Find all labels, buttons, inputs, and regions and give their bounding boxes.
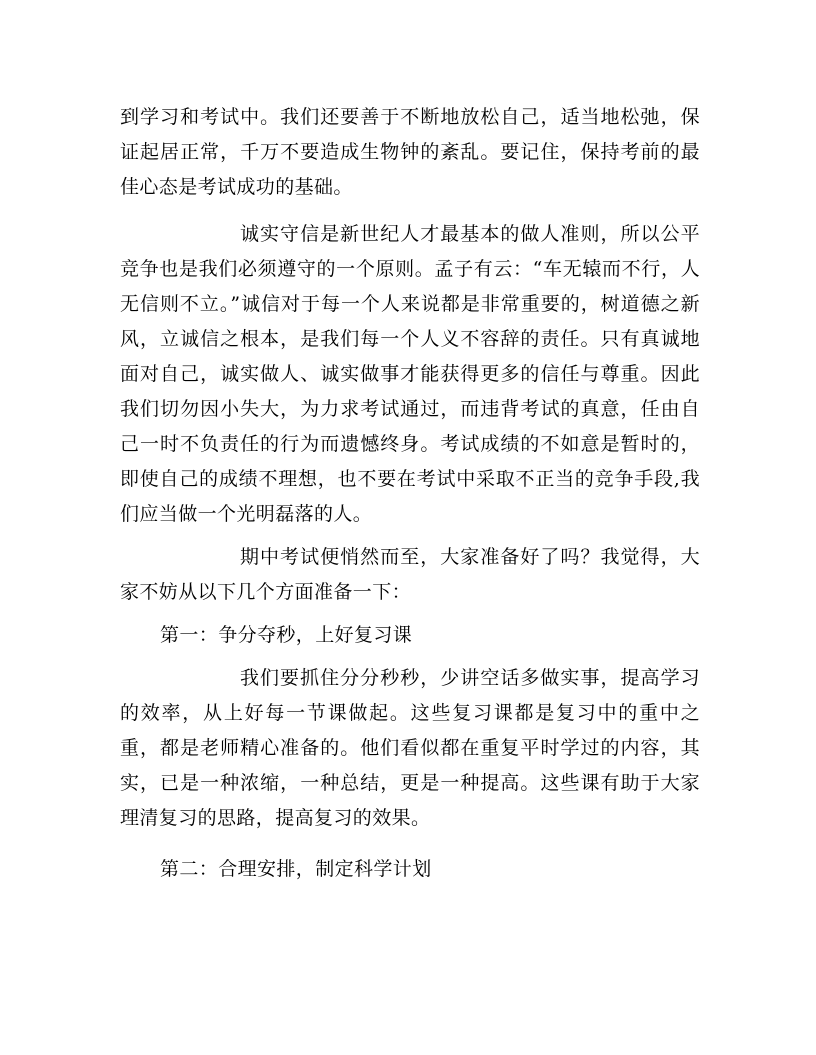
paragraph-review-class: 我们要抓住分分秒秒，少讲空话多做实事，提高学习的效率，从上好每一节课做起。这些复习课都是复习中的重中之重，都是老师精心准备的。他们看似都在重复平时学过的内容，其实，已是一种浓缩，一种总结，更是一种提高。这些课有助于大家理清复习的思路，提高复习的效果。 xyxy=(120,667,700,829)
section-heading-first: 第一：争分夺秒，上好复习课 xyxy=(160,624,413,646)
section-heading-second: 第二：合理安排，制定科学计划 xyxy=(160,858,432,880)
paragraph-midterm-prep: 期中考试便悄然而至，大家准备好了吗？我觉得，大家不妨从以下几个方面准备一下： xyxy=(120,546,700,603)
document-body xyxy=(120,100,700,887)
paragraph-honesty: 诚实守信是新世纪人才最基本的做人准则，所以公平竞争也是我们必须遵守的一个原则。孟子有云：“车无辕而不行，人无信则不立。”诚信对于每一个人来说都是非常重要的，树道德之新风，立诚信之根本，是我们每一个人义不容辞的责任。只有真诚地面对自己，诚实做人、诚实做事才能获得更多的信任与尊重。因此我们切勿因小失大，为力求考试通过，而违背考试的真意，任由自己一时不负责任的行为而遗憾终身。考试成绩的不如意是暂时的，即使自己的成绩不理想，也不要在考试中采取不正当的竞争手段,我们应当做一个光明磊落的人。 xyxy=(120,223,700,525)
paragraph-continuation: 到学习和考试中。我们还要善于不断地放松自己，适当地松弛，保证起居正常，千万不要造成生物钟的紊乱。要记住，保持考前的最佳心态是考试成功的基础。 xyxy=(120,106,700,198)
